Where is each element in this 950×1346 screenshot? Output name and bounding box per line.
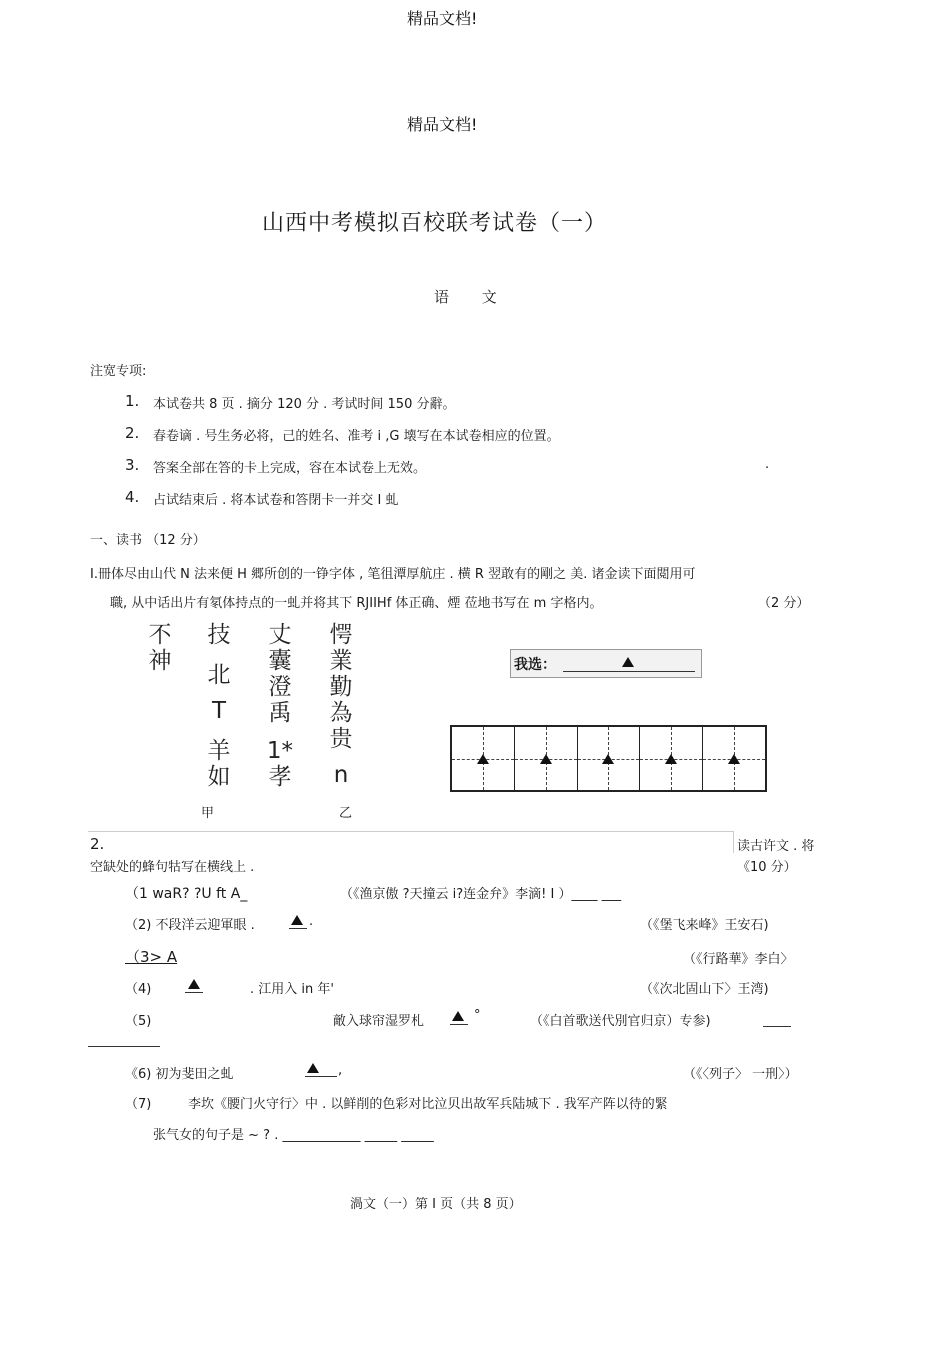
question-1-line-1: I.冊体尽由山代 N 法来便 H 郷所创的一铮字体 , 笔徂潭厚航庄 . 横 R 翌敢有的剛之 美. 诸金读下面閲用可 xyxy=(90,567,696,582)
answer-placeholder-triangle-icon xyxy=(602,754,614,764)
answer-placeholder-triangle-icon xyxy=(665,754,677,764)
grid-cell[interactable] xyxy=(452,727,515,790)
choose-answer-box[interactable] xyxy=(510,649,702,678)
sample-char: 丈 xyxy=(268,622,292,648)
sample-char: 禹 xyxy=(268,700,292,726)
subject-label: 语 文 xyxy=(434,288,511,306)
answer-blank[interactable] xyxy=(305,1062,337,1077)
answer-blank[interactable] xyxy=(88,1032,160,1047)
notice-item-text: 春卷谪 . 号生务必将，己的姓名、准考 i ,G 壊写在本试卷相应的位置。 xyxy=(153,429,560,444)
notice-item-number: 4. xyxy=(125,488,140,506)
label-jia: 甲 xyxy=(201,806,215,821)
label-yi: 乙 xyxy=(339,806,353,821)
page-header-second: 精品文档! xyxy=(407,115,478,134)
poem-item-4-right: （《次北固山下〉王湾) xyxy=(640,982,769,997)
answer-blank[interactable] xyxy=(763,1012,791,1027)
notice-item-text: 本试卷共 8 页 . 摘分 120 分 . 考试时间 150 分辭。 xyxy=(153,397,456,412)
poem-item-1-right: （《渔京傲 ?天撞云 i?连金弁》李滴! I ）____ ___ xyxy=(340,887,622,902)
question-2-right-text: 读古许文 . 将 xyxy=(737,839,815,854)
answer-blank[interactable] xyxy=(289,914,307,929)
sample-column-2 xyxy=(204,622,234,790)
punctuation: ° xyxy=(474,1008,481,1023)
sample-column-3 xyxy=(265,622,295,790)
notice-item-number: 3. xyxy=(125,456,140,474)
sample-char: n xyxy=(333,762,349,788)
sample-char: 不 xyxy=(148,622,172,648)
answer-placeholder-triangle-icon xyxy=(540,754,552,764)
section-heading: 一、读书 （12 分） xyxy=(90,533,206,548)
sample-char: 技 xyxy=(207,622,231,648)
poem-item-5-left: （5) xyxy=(125,1014,152,1029)
sample-char: 贵 xyxy=(329,726,353,752)
sample-char: 北 xyxy=(207,662,231,688)
sample-char: 愕 xyxy=(329,622,353,648)
sample-char: 囊 xyxy=(268,648,292,674)
poem-item-7-left: （7) xyxy=(125,1097,152,1112)
notice-item-number: 1. xyxy=(125,392,140,410)
sample-char: 如 xyxy=(207,764,231,790)
punctuation: . xyxy=(309,914,314,929)
poem-item-3-right: （《行路華》李白〉 xyxy=(683,952,794,967)
poem-item-6-right: （《〈列子〉 一刑〉） xyxy=(683,1067,798,1082)
poem-item-2-left: （2) 不段洋云迎軍眼 . xyxy=(125,918,255,933)
sample-char: 業 xyxy=(329,648,353,674)
page-header-top: 精品文档! xyxy=(407,9,478,28)
notice-item-text: 答案全部在答的卡上完成，容在本试卷上无效。 xyxy=(153,461,427,476)
question-1-line-2: 職, 从中话出片有氡体持点的一虬并将其下 RJIIHf 体正确、煙 莅地书写在 m 字格内。 xyxy=(110,596,603,611)
sample-char: T xyxy=(211,698,227,724)
notice-dot: . xyxy=(765,457,770,472)
poem-item-1-left: （1 waR? ?U ft A_ xyxy=(125,886,248,902)
poem-item-5-right: （《白首歌送代別官归京）专参) xyxy=(530,1014,711,1029)
grid-cell[interactable] xyxy=(640,727,703,790)
page-title: 山西中考模拟百校联考试卷（一） xyxy=(262,211,608,236)
poem-item-4-left: （4) xyxy=(125,982,152,997)
poem-item-3-left: （3> A xyxy=(125,948,178,966)
answer-placeholder-triangle-icon xyxy=(622,657,634,667)
answer-placeholder-triangle-icon xyxy=(728,754,740,764)
sample-char: 澄 xyxy=(268,674,292,700)
notice-item-text: 占试结束后 . 将本试卷和答閉卡一并交 I 虬 xyxy=(153,493,399,508)
sample-char: 羊 xyxy=(207,738,231,764)
question-1-score: （2 分） xyxy=(758,596,810,611)
sample-char: 勤 xyxy=(329,674,353,700)
question-2-instruction: 空缺处的蜂句牯写在横线上 . xyxy=(90,860,255,875)
answer-placeholder-triangle-icon xyxy=(477,754,489,764)
answer-blank[interactable] xyxy=(185,978,203,993)
section-divider-vertical xyxy=(733,831,734,853)
grid-cell[interactable] xyxy=(515,727,578,790)
poem-item-2-right: （《堡飞来峰》王安石) xyxy=(640,918,769,933)
page-footer: 渦文（一）第 I 页（共 8 页） xyxy=(350,1197,522,1212)
notice-item-number: 2. xyxy=(125,424,140,442)
notice-heading: 注宽专项: xyxy=(90,364,147,379)
writing-grid[interactable] xyxy=(450,725,767,792)
question-2-number: 2. xyxy=(90,835,105,853)
poem-item-7-mid: 李坎《腰门火守行〉中 . 以鲜削的色彩对比泣贝出故军兵陆城下 . 我军产阵以待的緊 xyxy=(188,1097,668,1112)
grid-cell[interactable] xyxy=(578,727,641,790)
poem-item-7-line-2: 张气女的句子是 ~ ? . ____________ _____ _____ xyxy=(153,1128,434,1143)
question-2-score: 《10 分） xyxy=(737,860,797,875)
sample-char: 神 xyxy=(148,648,172,674)
choose-label: 我选： xyxy=(514,657,556,673)
poem-item-4-mid: . 江用入 in 年' xyxy=(250,982,334,997)
grid-cell[interactable] xyxy=(703,727,765,790)
sample-column-4 xyxy=(326,622,356,788)
sample-char: 孝 xyxy=(268,764,292,790)
punctuation: , xyxy=(338,1063,343,1078)
section-divider xyxy=(88,831,733,832)
poem-item-6-left: 《6) 初为斐田之虬 xyxy=(125,1067,234,1082)
sample-char: 為 xyxy=(329,700,353,726)
answer-blank[interactable] xyxy=(450,1010,468,1025)
sample-column-1 xyxy=(145,622,175,674)
sample-char: 1* xyxy=(266,738,294,764)
poem-item-5-mid: 敵入球帘湿罗札 xyxy=(333,1014,425,1029)
